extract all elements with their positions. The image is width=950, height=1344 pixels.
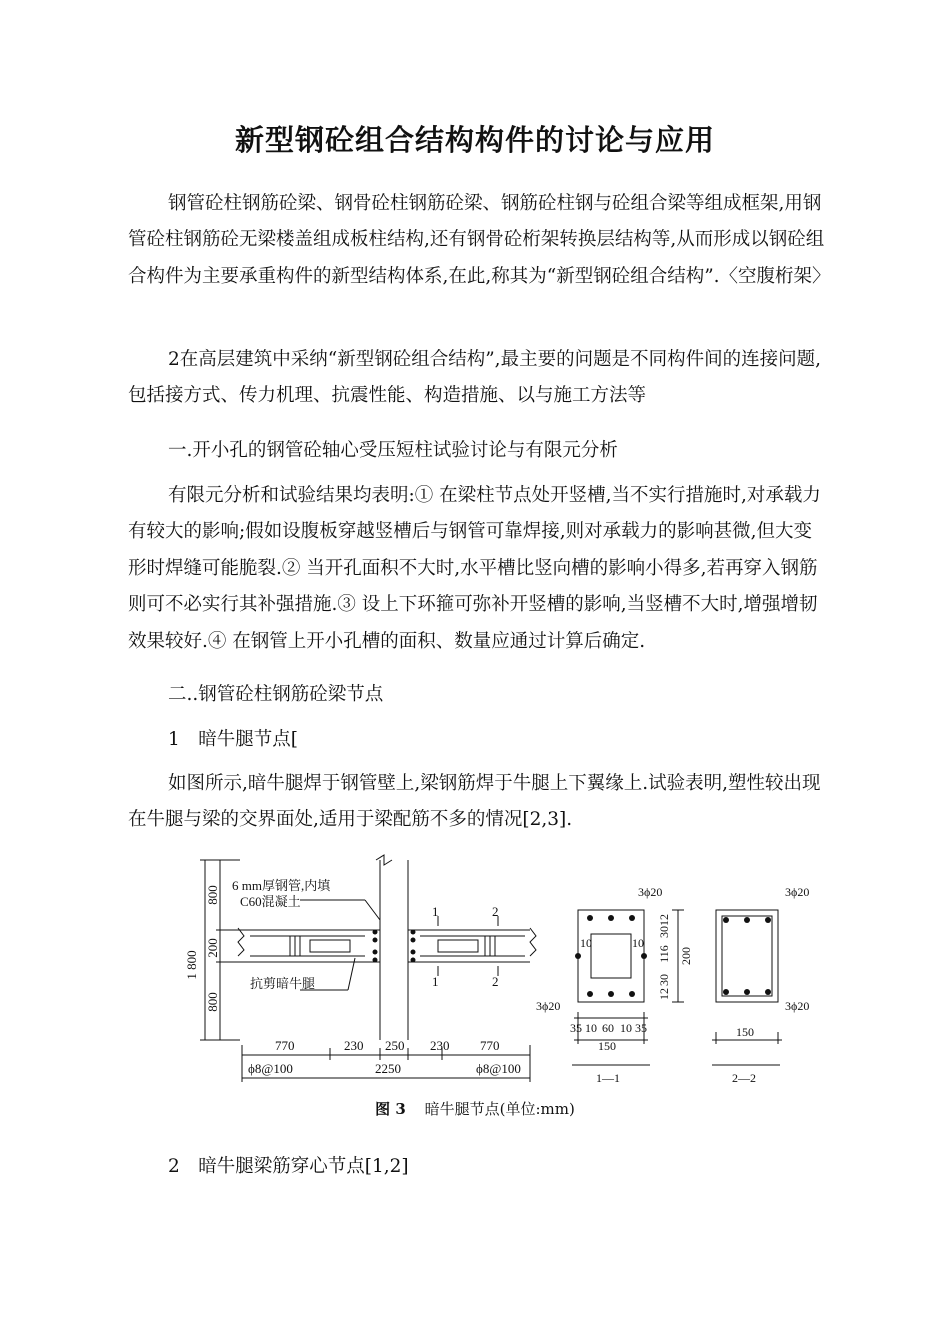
dim-height-top: 800: [205, 885, 220, 905]
stirrup-right: ϕ8@100: [476, 1061, 521, 1076]
sec1-v-2: 30: [657, 926, 671, 938]
sec1-v-5: 30: [657, 974, 671, 986]
section-1-title: 1—1: [596, 1071, 620, 1085]
figure-caption: [0, 1098, 950, 1119]
label-steel-tube: 6 mm厚钢管,内填: [232, 878, 331, 893]
rebar-top-section-2: 3ϕ20: [785, 885, 810, 899]
subheading-hidden-bracket: 1 暗牛腿节点[: [168, 729, 298, 750]
section-2-title: 2—2: [732, 1071, 756, 1085]
section-heading-1: 一.开小孔的钢管砼轴心受压短柱试验讨论与有限元分析: [168, 440, 618, 461]
dim-top-2: 230: [344, 1038, 364, 1053]
sec1-v-total: 200: [679, 947, 693, 965]
dim-top-1: 770: [275, 1038, 295, 1053]
side-dim-right: 10: [632, 936, 644, 950]
paragraph-connection-problem: 2在高层建筑中采纳“新型钢砼组合结构”,最主要的问题是不同构件间的连接问题,包括接方式、传力机理、抗震性能、构造措施、以与施工方法等: [128, 349, 821, 407]
dim-top-5: 770: [480, 1038, 500, 1053]
dim-top-4: 230: [430, 1038, 450, 1053]
dim-height-bottom: 800: [205, 992, 220, 1012]
section-mark-2-bottom: 2: [492, 974, 499, 989]
figure-caption-text: 暗牛腿节点(单位:mm): [424, 1100, 575, 1118]
label-concrete-fill: C60混凝土: [240, 894, 301, 909]
document-title: 新型钢砼组合结构构件的讨论与应用: [234, 123, 715, 157]
intro-paragraph: 钢管砼柱钢筋砼梁、钢骨砼柱钢筋砼梁、钢筋砼柱钢与砼组合梁等组成框架,用钢管砼柱钢筋砼无梁楼盖组成板柱结构,还有钢骨砼桁架转换层结构等,从而形成以钢砼组合构件为主要承重构件的新型结构体系,在此,称其为“新型钢砼组合结构”.〈空腹桁架〉: [128, 193, 831, 287]
section-mark-2-top: 2: [492, 904, 499, 919]
sec2-width: 150: [736, 1025, 754, 1039]
sec1-dim-3: 60: [602, 1021, 614, 1035]
joint-drawing: [180, 850, 830, 1090]
section-heading-2: 二..钢管砼柱钢筋砼梁节点: [168, 684, 384, 705]
section-mark-1-top: 1: [432, 904, 439, 919]
figure-number: 图 3: [375, 1100, 406, 1118]
stirrup-left: ϕ8@100: [248, 1061, 293, 1076]
paragraph-findings: 有限元分析和试验结果均表明:① 在梁柱节点处开竖槽,当不实行措施时,对承载力有较大的影响;假如设腹板穿越竖槽后与钢管可靠焊接,则对承载力的影响甚微,但大变形时焊缝可能脆裂.② 当开孔面积不大时,水平槽比竖向槽的影响小得多,若再穿入钢筋则可不必实行其补强措施.③ 设上下环箍可弥补开竖槽的影响,当竖槽不大时,增强增韧效果较好.④ 在钢管上开小孔槽的面积、数量应通过计算后确定.: [128, 485, 821, 652]
sec1-dim-2: 10: [585, 1021, 597, 1035]
sec1-dim-4: 10: [620, 1021, 632, 1035]
sec1-v-1: 12: [657, 914, 671, 926]
subheading-bracket-through-rebar: 2 暗牛腿梁筋穿心节点[1,2]: [168, 1156, 409, 1177]
dim-height-mid: 200: [205, 938, 220, 958]
sec1-dim-1: 35: [570, 1021, 582, 1035]
section-mark-1-bottom: 1: [432, 974, 439, 989]
side-dim-left: 10: [580, 936, 592, 950]
sec1-v-3: 116: [657, 945, 671, 963]
sec1-total-width: 150: [598, 1039, 616, 1053]
rebar-bottom-section-2: 3ϕ20: [785, 999, 810, 1013]
dim-total-height: 1 800: [184, 950, 199, 980]
rebar-top-section-1: 3ϕ20: [638, 885, 663, 899]
rebar-bottom-section-1: 3ϕ20: [536, 999, 561, 1013]
label-shear-bracket: 抗剪暗牛腿: [250, 976, 316, 991]
dim-total-width: 2250: [375, 1061, 401, 1076]
sec1-dim-5: 35: [635, 1021, 647, 1035]
dim-top-3: 250: [385, 1038, 405, 1053]
sec1-v-6: 12: [657, 988, 671, 1000]
figure-hidden-bracket-joint: [180, 850, 830, 1090]
paragraph-bracket-description: 如图所示,暗牛腿焊于钢管壁上,梁钢筋焊于牛腿上下翼缘上.试验表明,塑性较出现在牛腿与梁的交界面处,适用于梁配筋不多的情况[2,3].: [128, 773, 821, 831]
